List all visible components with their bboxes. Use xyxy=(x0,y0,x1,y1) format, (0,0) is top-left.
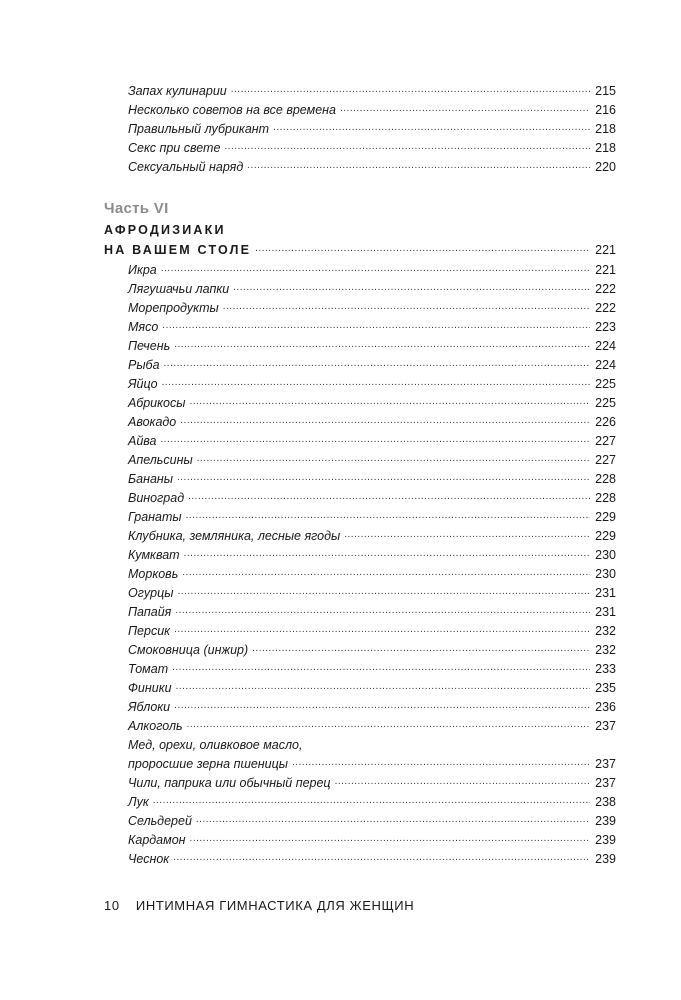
footer-page-number: 10 xyxy=(104,898,120,913)
toc-entry-page: 233 xyxy=(595,662,616,676)
leader-dots xyxy=(176,676,590,696)
toc-entry-page: 225 xyxy=(595,377,616,391)
toc-entry-label: Айва xyxy=(128,434,157,448)
leader-dots xyxy=(174,334,590,354)
toc-entry-label: Мясо xyxy=(128,320,159,334)
toc-entry-page: 224 xyxy=(595,339,616,353)
toc-entry-label: Финики xyxy=(128,681,172,695)
leader-dots xyxy=(273,117,590,137)
leader-dots xyxy=(162,372,590,392)
toc-entry-label: Бананы xyxy=(128,472,173,486)
toc-entry-page: 225 xyxy=(595,396,616,410)
toc-entry-label: Несколько советов на все времена xyxy=(128,103,336,117)
toc-entry-page: 227 xyxy=(595,453,616,467)
leader-dots xyxy=(223,296,590,316)
toc-top-list xyxy=(104,82,616,177)
toc-entry-label: Сексуальный наряд xyxy=(128,160,244,174)
leader-dots xyxy=(252,638,590,658)
leader-dots xyxy=(255,238,590,258)
toc-entry-page: 218 xyxy=(595,141,616,155)
leader-dots xyxy=(196,809,590,829)
chapter-title: АФРОДИЗИАКИ xyxy=(104,223,226,237)
toc-entry-page: 232 xyxy=(595,624,616,638)
leader-dots xyxy=(175,600,590,620)
toc-entry-page: 239 xyxy=(595,852,616,866)
toc-entry-label: Икра xyxy=(128,263,157,277)
toc-entry-label: Яйцо xyxy=(128,377,158,391)
toc-entry-page: 232 xyxy=(595,643,616,657)
leader-dots xyxy=(184,543,590,563)
leader-dots xyxy=(162,315,590,335)
toc-entry-page: 229 xyxy=(595,529,616,543)
toc-entry-label: Виноград xyxy=(128,491,185,505)
toc-entry-label: Смоковница (инжир) xyxy=(128,643,249,657)
leader-dots xyxy=(186,505,590,525)
toc-entry-label: Мед, орехи, оливковое масло, xyxy=(128,738,303,752)
toc-entry xyxy=(104,717,616,736)
page-footer xyxy=(104,898,414,913)
toc-entry-page: 230 xyxy=(595,548,616,562)
toc-entry-page: 220 xyxy=(595,160,616,174)
toc-entry-label: Секс при свете xyxy=(128,141,221,155)
toc-entry-page: 224 xyxy=(595,358,616,372)
toc-sub-list xyxy=(104,261,616,869)
leader-dots xyxy=(177,467,590,487)
toc-entry-label: Запах кулинарии xyxy=(128,84,227,98)
toc-entry-label: Папайя xyxy=(128,605,172,619)
leader-dots xyxy=(182,562,590,582)
toc-entry-label: Гранаты xyxy=(128,510,182,524)
leader-dots xyxy=(233,277,590,297)
toc-entry-label: Персик xyxy=(128,624,171,638)
toc-entry-label: Алкоголь xyxy=(128,719,183,733)
toc-entry-label: Огурцы xyxy=(128,586,174,600)
toc-entry-page: 215 xyxy=(595,84,616,98)
leader-dots xyxy=(187,714,590,734)
toc-entry-page: 238 xyxy=(595,795,616,809)
leader-dots xyxy=(292,752,590,772)
toc-entry-label: Рыба xyxy=(128,358,160,372)
toc-entry-label: проросшие зерна пшеницы xyxy=(128,757,288,771)
toc-entry-page: 221 xyxy=(595,263,616,277)
chapter-page: 221 xyxy=(595,243,616,257)
leader-dots xyxy=(340,98,590,118)
leader-dots xyxy=(335,771,590,791)
leader-dots xyxy=(189,391,590,411)
toc-entry-page: 228 xyxy=(595,472,616,486)
toc-entry-page: 239 xyxy=(595,833,616,847)
leader-dots xyxy=(197,448,590,468)
toc-entry-page: 218 xyxy=(595,122,616,136)
leader-dots xyxy=(161,258,590,278)
toc-entry-label: Чеснок xyxy=(128,852,170,866)
leader-dots xyxy=(173,847,590,867)
leader-dots xyxy=(247,155,590,175)
toc-entry-page: 230 xyxy=(595,567,616,581)
leader-dots xyxy=(164,353,590,373)
leader-dots xyxy=(153,790,590,810)
toc-entry-label: Печень xyxy=(128,339,171,353)
toc-entry-page: 237 xyxy=(595,719,616,733)
toc-entry-page: 237 xyxy=(595,776,616,790)
toc-entry-page: 239 xyxy=(595,814,616,828)
toc-entry-page: 235 xyxy=(595,681,616,695)
toc-entry-page: 227 xyxy=(595,434,616,448)
leader-dots xyxy=(190,828,590,848)
toc-entry-page: 226 xyxy=(595,415,616,429)
toc-entry-page: 231 xyxy=(595,605,616,619)
toc-entry-page: 228 xyxy=(595,491,616,505)
toc-entry xyxy=(104,158,616,177)
toc-entry-page: 229 xyxy=(595,510,616,524)
leader-dots xyxy=(231,79,590,99)
leader-dots xyxy=(174,619,590,639)
leader-dots xyxy=(180,410,590,430)
toc-entry-page: 222 xyxy=(595,282,616,296)
toc-entry-label: Правильный лубрикант xyxy=(128,122,270,136)
toc-entry-label: Кумкват xyxy=(128,548,180,562)
toc-entry-page: 236 xyxy=(595,700,616,714)
part-title: Часть VI xyxy=(104,200,169,217)
toc-entry-label: Лук xyxy=(128,795,149,809)
footer-book-title: ИНТИМНАЯ ГИМНАСТИКА ДЛЯ ЖЕНЩИН xyxy=(135,898,415,913)
leader-dots xyxy=(161,429,591,449)
toc-entry-label: Чили, паприка или обычный перец xyxy=(128,776,331,790)
toc-entry-page: 222 xyxy=(595,301,616,315)
leader-dots xyxy=(188,486,590,506)
toc-entry-page: 216 xyxy=(595,103,616,117)
leader-dots xyxy=(172,657,590,677)
toc-entry xyxy=(104,850,616,869)
toc-entry-label: Авокадо xyxy=(128,415,177,429)
leader-dots xyxy=(174,695,590,715)
toc-entry-label: Клубника, земляника, лесные ягоды xyxy=(128,529,341,543)
toc-entry-label: Морепродукты xyxy=(128,301,219,315)
chapter-title-line2: НА ВАШЕМ СТОЛЕ xyxy=(104,243,252,257)
leader-dots xyxy=(224,136,590,156)
leader-dots xyxy=(344,524,590,544)
toc-entry-label: Кардамон xyxy=(128,833,186,847)
toc-entry-label: Сельдерей xyxy=(128,814,192,828)
toc-entry-label: Морковь xyxy=(128,567,179,581)
toc-entry-label: Томат xyxy=(128,662,169,676)
toc-entry-label: Лягушачьи лапки xyxy=(128,282,230,296)
toc-entry-label: Абрикосы xyxy=(128,396,186,410)
leader-dots xyxy=(177,581,590,601)
toc-entry-page: 231 xyxy=(595,586,616,600)
toc-entry-label: Яблоки xyxy=(128,700,171,714)
toc-entry-page: 237 xyxy=(595,757,616,771)
toc-entry-page: 223 xyxy=(595,320,616,334)
toc-entry-label: Апельсины xyxy=(128,453,193,467)
